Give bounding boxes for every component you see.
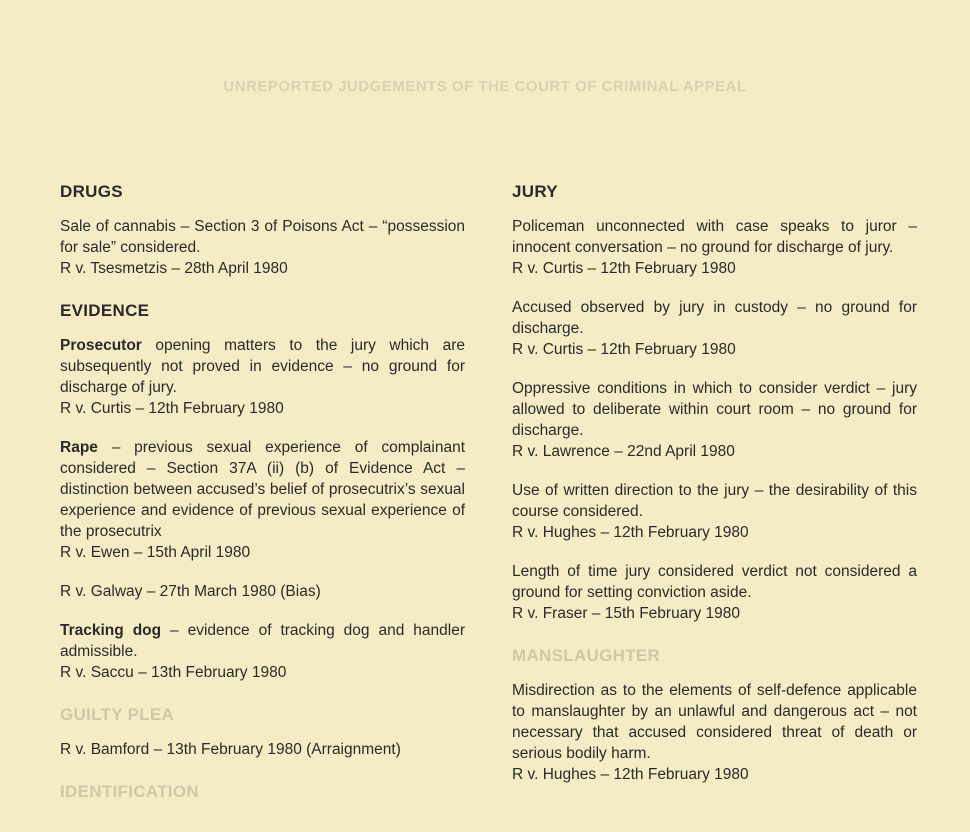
entry-text: Oppressive conditions in which to consider verdict – jury allowed to deliberate within court room – no ground for discharge. <box>512 380 917 439</box>
section-drugs <box>60 182 465 279</box>
case-entry <box>512 680 917 785</box>
entry-text: opening matters to the jury which are subsequently not proved in evidence – no ground for discharge of jury. <box>60 337 465 396</box>
case-citation: R v. Curtis – 12th February 1980 <box>512 341 736 358</box>
case-entry <box>60 216 465 279</box>
case-citation: R v. Ewen – 15th April 1980 <box>60 544 251 561</box>
left-column <box>60 182 465 824</box>
section-heading: EVIDENCE <box>60 301 150 320</box>
entry-text: – evidence of tracking dog and handler admissible. <box>60 622 465 660</box>
section-evidence <box>60 301 465 683</box>
case-citation: R v. Galway – 27th March 1980 (Bias) <box>60 583 321 600</box>
section-heading: JURY <box>512 182 558 201</box>
case-citation: R v. Fraser – 15th February 1980 <box>512 605 741 622</box>
case-entry <box>512 297 917 360</box>
section-jury <box>512 182 917 624</box>
case-citation: R v. Curtis – 12th February 1980 <box>512 260 736 277</box>
case-citation: R v. Hughes – 12th February 1980 <box>512 766 749 783</box>
section-identification <box>60 782 465 802</box>
entry-text: Misdirection as to the elements of self-defence applicable to manslaughter by an unlawful and dangerous act – not necessary that accused considered threat of death or serious bodily harm. <box>512 682 917 762</box>
section-heading: DRUGS <box>60 182 123 201</box>
entry-lead: Rape <box>60 439 98 456</box>
entry-text: Use of written direction to the jury – the desirability of this course considered. <box>512 482 917 520</box>
right-column <box>512 182 917 807</box>
entry-text: Policeman unconnected with case speaks to juror – innocent conversation – no ground for discharge of jury. <box>512 218 917 256</box>
section-guilty-plea <box>60 705 465 760</box>
entry-text: – previous sexual experience of complainant considered – Section 37A (ii) (b) of Evidence Act – distinction between accused’s belief of prosecutrix’s sexual experience and evidence of previous sexual experience of the prosecutrix <box>60 439 465 540</box>
entry-lead: Tracking dog <box>60 622 162 639</box>
entry-text: Length of time jury considered verdict not considered a ground for setting conviction aside. <box>512 563 917 601</box>
case-entry <box>512 216 917 279</box>
entry-lead: Prosecutor <box>60 337 142 354</box>
case-entry <box>512 378 917 462</box>
case-citation: R v. Hughes – 12th February 1980 <box>512 524 749 541</box>
case-citation: R v. Lawrence – 22nd April 1980 <box>512 443 735 460</box>
case-entry <box>60 739 465 760</box>
section-manslaughter <box>512 646 917 785</box>
case-citation: R v. Saccu – 13th February 1980 <box>60 664 287 681</box>
case-citation: R v. Bamford – 13th February 1980 (Arraignment) <box>60 741 401 758</box>
case-entry <box>60 581 465 602</box>
case-entry <box>512 561 917 624</box>
case-entry <box>60 335 465 419</box>
running-head: UNREPORTED JUDGEMENTS OF THE COURT OF CRIMINAL APPEAL <box>223 78 747 95</box>
entry-text: Accused observed by jury in custody – no ground for discharge. <box>512 299 917 337</box>
section-heading: IDENTIFICATION <box>60 782 199 801</box>
case-citation: R v. Tsesmetzis – 28th April 1980 <box>60 260 288 277</box>
case-entry <box>512 480 917 543</box>
case-citation: R v. Curtis – 12th February 1980 <box>60 400 284 417</box>
case-entry <box>60 437 465 563</box>
section-heading: MANSLAUGHTER <box>512 646 661 665</box>
section-heading: GUILTY PLEA <box>60 705 175 724</box>
case-entry <box>60 620 465 683</box>
entry-text: Sale of cannabis – Section 3 of Poisons Act – “possession for sale” considered. <box>60 218 465 256</box>
